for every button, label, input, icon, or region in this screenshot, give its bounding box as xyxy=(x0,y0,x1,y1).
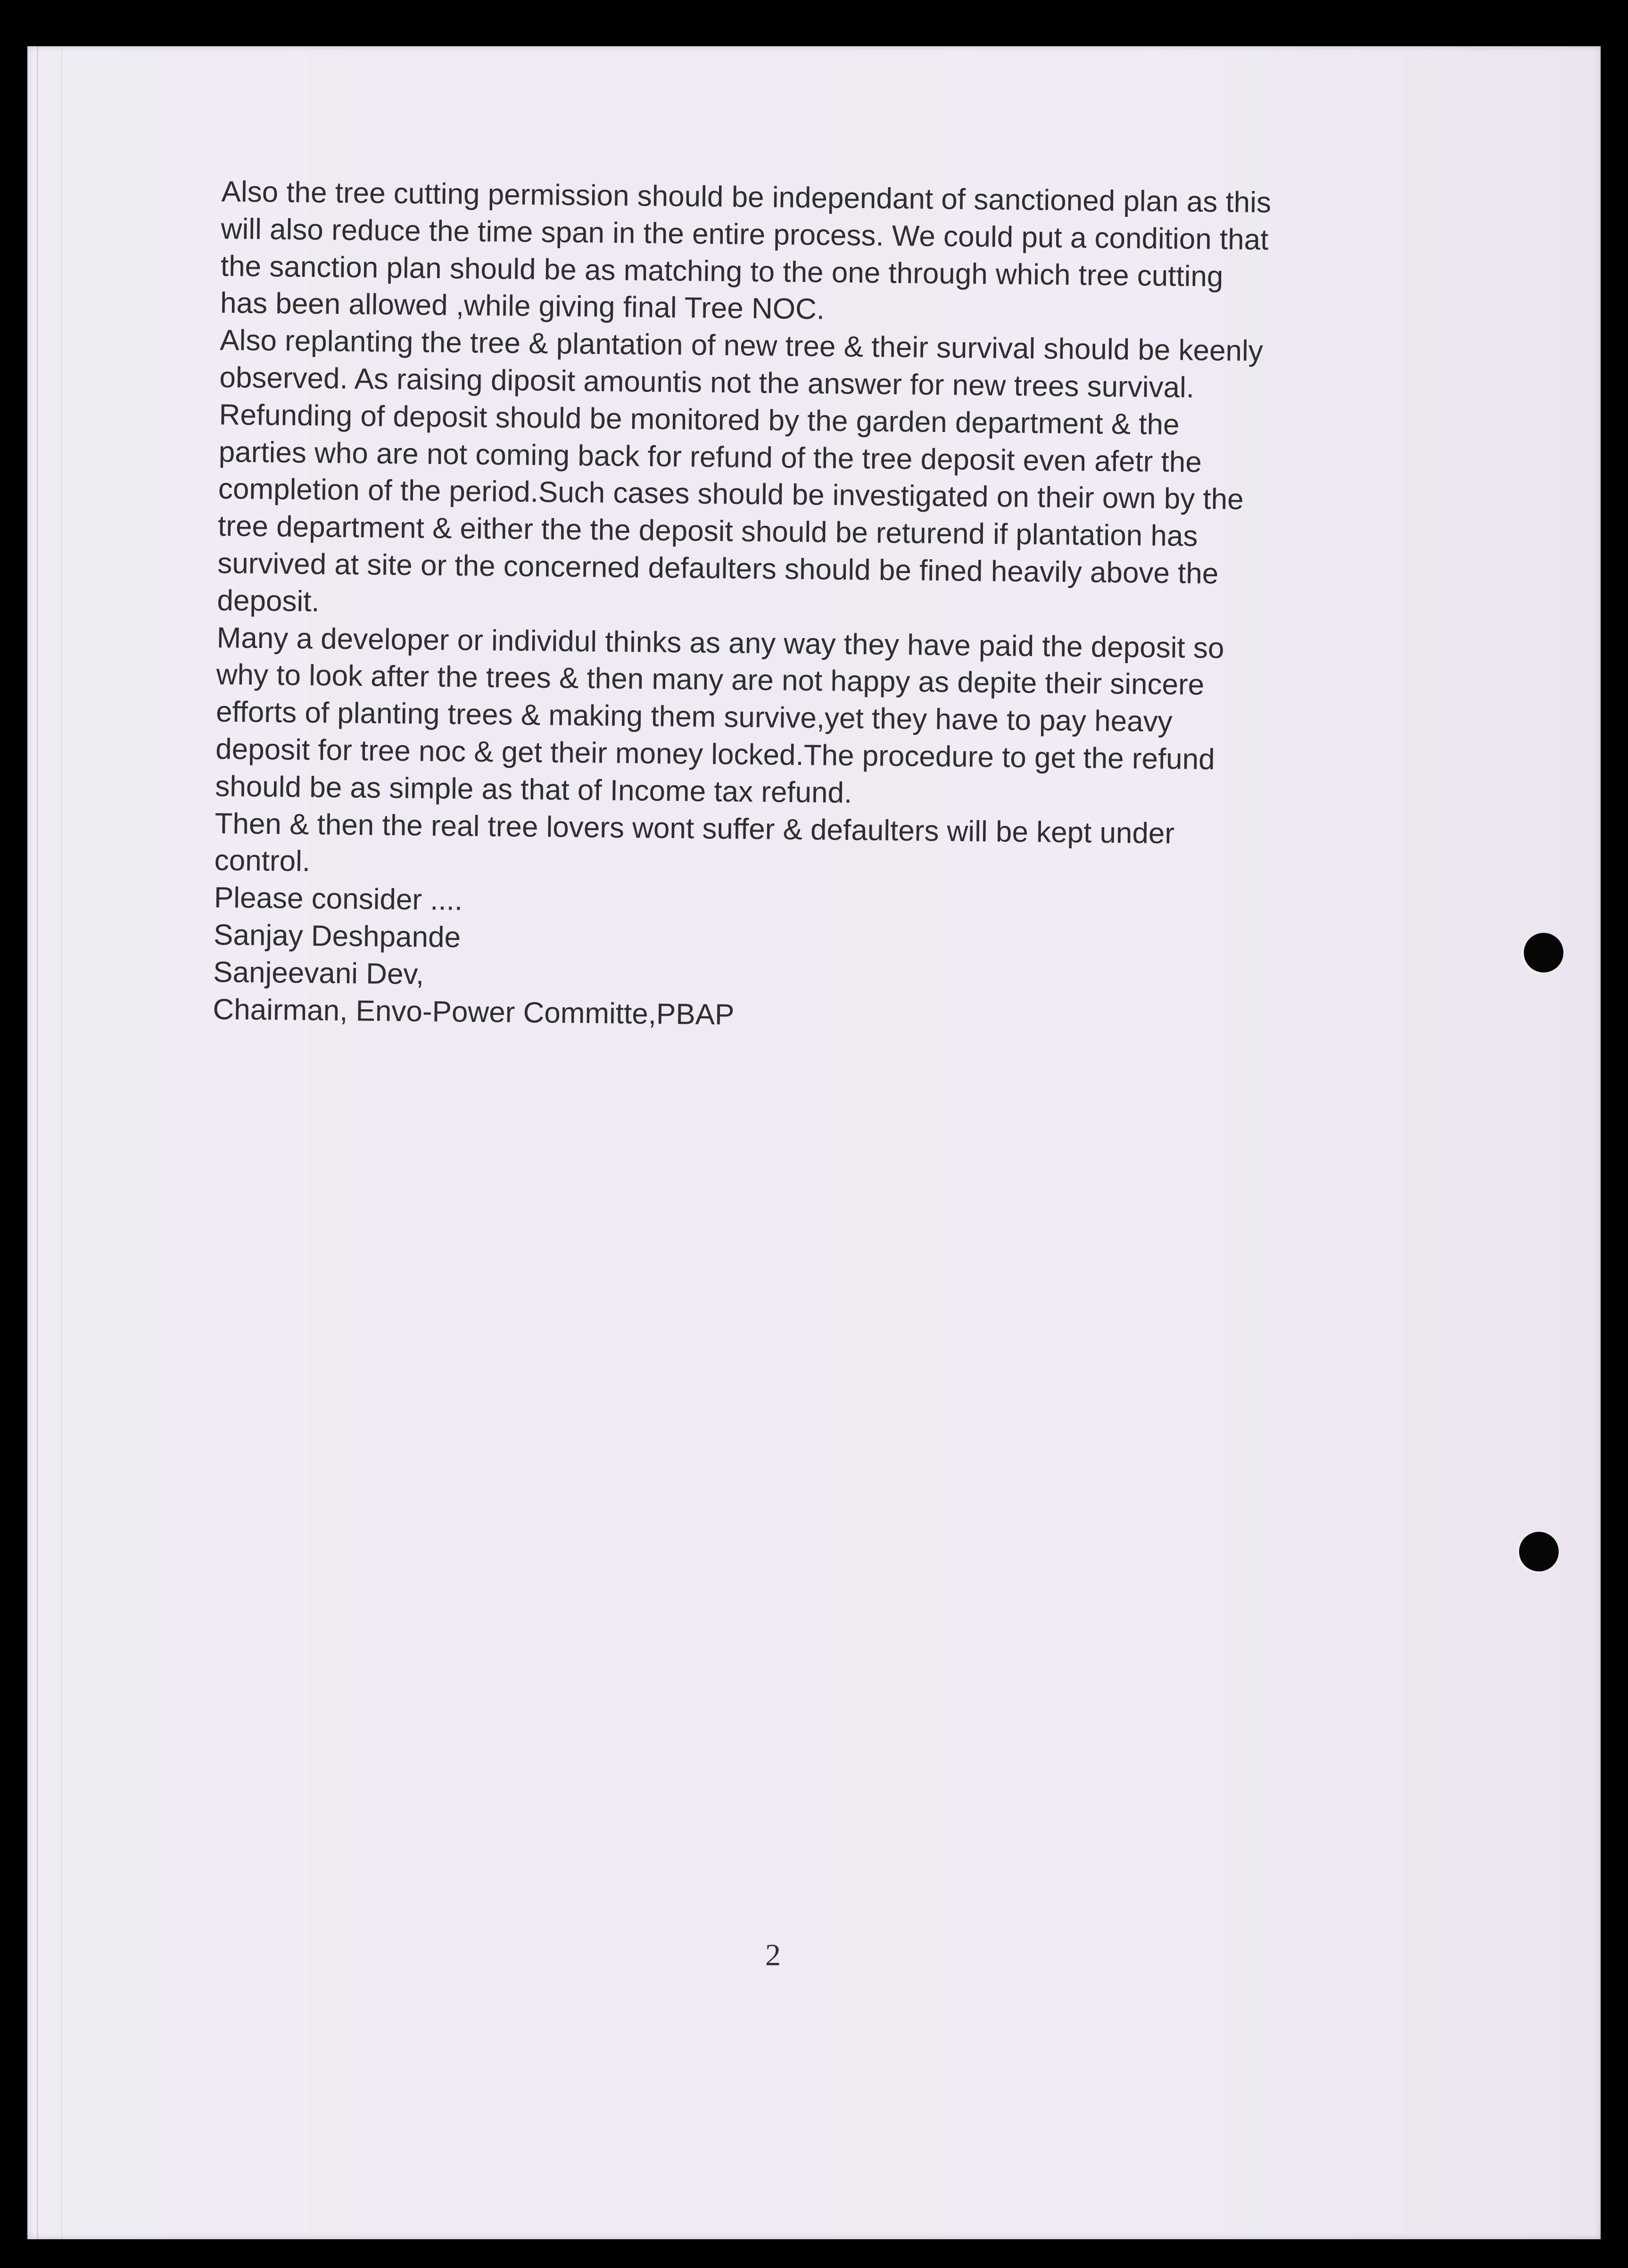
text-line: deposit. xyxy=(217,584,320,618)
text-line: tree department & either the the deposit should be returend if plantation has xyxy=(217,510,1198,553)
page-number: 2 xyxy=(765,1938,781,1972)
text-line: Also replanting the tree & plantation of new tree & their survival should be keenly xyxy=(219,324,1264,368)
text-line: completion of the period.Such cases should be investigated on their own by the xyxy=(218,473,1244,516)
signatory-title: Chairman, Envo-Power Committe,PBAP xyxy=(213,993,735,1031)
text-line: observed. As raising diposit amountis not the answer for new trees survival. xyxy=(219,361,1195,404)
text-line: will also reduce the time span in the entire process. We could put a condition that xyxy=(221,212,1269,257)
text-line: efforts of planting trees & making them survive,yet they have to pay heavy xyxy=(215,696,1173,739)
text-line: parties who are not coming back for refund of the tree deposit even afetr the xyxy=(218,435,1202,479)
text-line: Then & then the real tree lovers wont suffer & defaulters will be kept under xyxy=(215,807,1175,850)
punch-hole xyxy=(1524,933,1563,972)
text-line: Refunding of deposit should be monitored by the garden department & the xyxy=(219,398,1180,441)
text-line: has been allowed ,while giving final Tree NOC. xyxy=(220,287,825,326)
letter-body xyxy=(213,174,1410,1041)
text-line: the sanction plan should be as matching to the one through which tree cutting xyxy=(220,249,1223,293)
closing-line: Please consider .... xyxy=(214,881,463,917)
text-line: survived at site or the concerned defaulters should be fined heavily above the xyxy=(217,547,1219,590)
signatory-name: Sanjeevani Dev, xyxy=(213,955,424,991)
text-line: control. xyxy=(214,844,311,878)
text-line: why to look after the trees & then many are not happy as depite their sincere xyxy=(216,658,1205,702)
signatory-name: Sanjay Deshpande xyxy=(213,918,461,954)
text-line: Many a developer or individul thinks as any way they have paid the deposit so xyxy=(216,621,1224,665)
text-line: should be as simple as that of Income tax refund. xyxy=(215,770,852,809)
text-line: deposit for tree noc & get their money locked.The procedure to get the refund xyxy=(215,732,1215,776)
text-line: Also the tree cutting permission should be independant of sanctioned plan as this xyxy=(221,175,1272,219)
punch-hole xyxy=(1519,1532,1559,1571)
